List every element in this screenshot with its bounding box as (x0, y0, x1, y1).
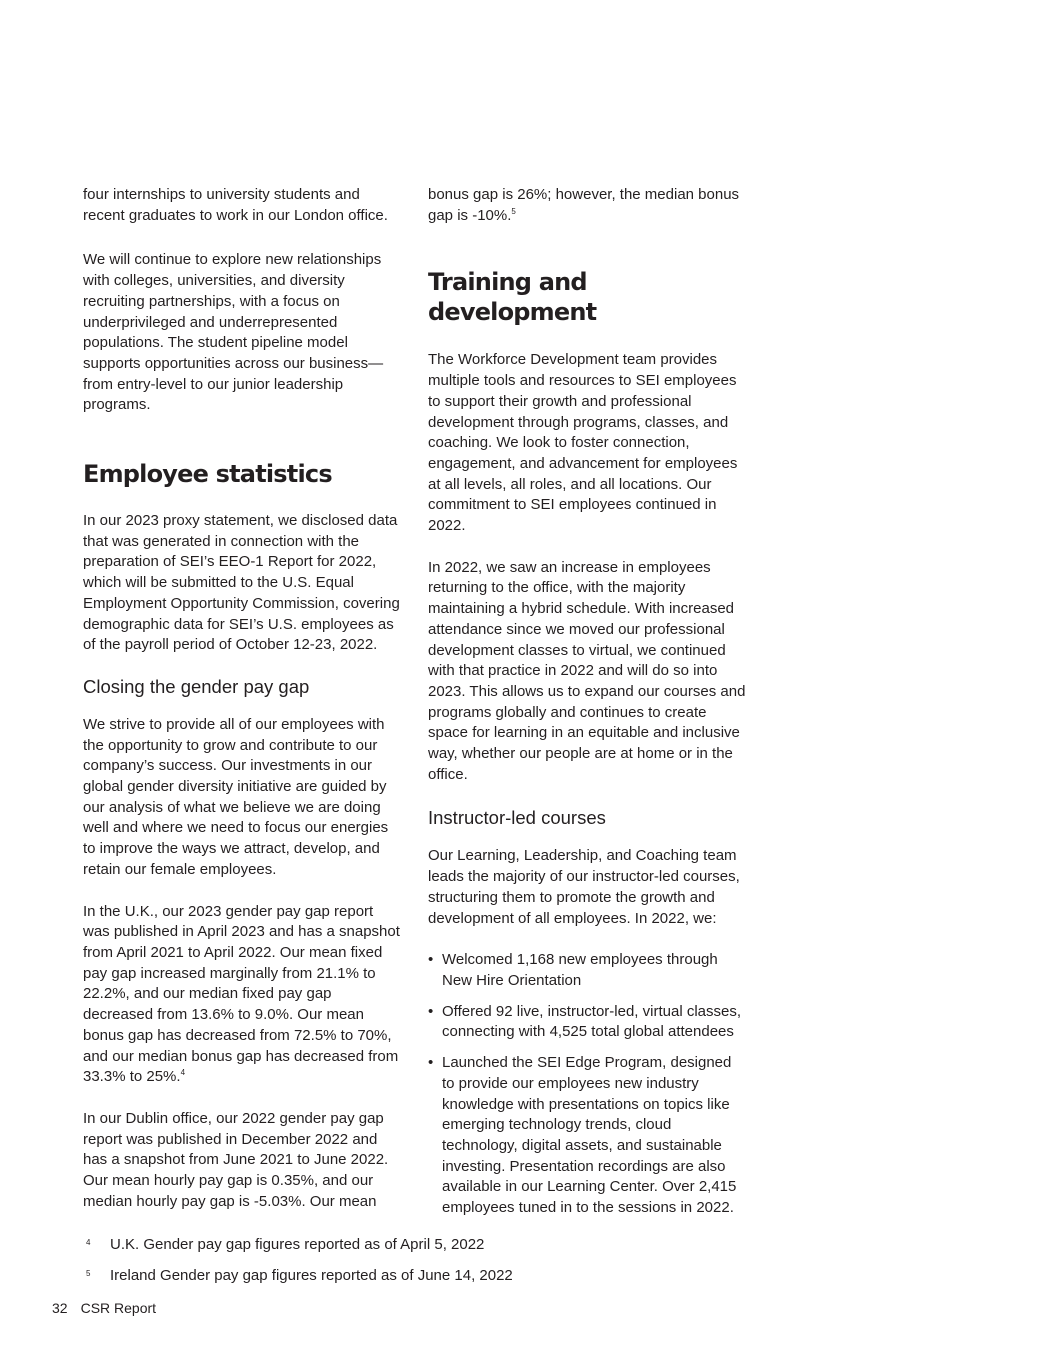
gender-pay-gap-paragraph-2 (83, 902, 401, 1088)
gender-pay-gap-paragraph-2-text: In the U.K., our 2023 gender pay gap report was published in April 2023 and has a snapshot from April 2021 to April 2022. Our mean fixed pay gap increased marginally from 21.1% to 22.2%, and our median fixed pay gap decreased from 13.6% to 9.0%. Our mean bonus gap has decreased from 72.5% to 70%, and our median bonus gap has decreased from 33.3% to 25%. (83, 902, 400, 1086)
bonus-gap-continued-paragraph (428, 185, 746, 226)
footnote-ref-4: 4 (180, 1068, 186, 1078)
employee-statistics-heading: Employee statistics (83, 460, 332, 489)
right-column (428, 185, 746, 1229)
footnotes (83, 1235, 513, 1297)
footnote-5 (83, 1266, 513, 1286)
footnote-ref-5: 5 (511, 206, 516, 216)
footnote-number: 5 (86, 1269, 91, 1278)
relationships-paragraph: We will continue to explore new relationships with colleges, universities, and diversity recruiting partnerships, with a focus on underprivileged and underrepresented populations. The student pipeline model supports opportunities across our business—from entry-level to our junior leadership programs. (83, 251, 384, 414)
list-item (428, 950, 746, 991)
bullet-icon: • (428, 1002, 434, 1020)
training-development-heading: Training and development (428, 268, 597, 327)
training-paragraph-2: In 2022, we saw an increase in employees returning to the office, with the majority maintaining a hybrid schedule. With increased attendance since we moved our professional development classes to virtual, we continued with that practice in 2022 and will do so into 2023. This allows us to expand our courses and programs globally and continues to create space for learning in an equitable and inclusive way, whether our people are at home or in the office. (428, 558, 746, 783)
gender-pay-gap-paragraph-1: We strive to provide all of our employees with the opportunity to grow and contribute to our company’s success. Our investments in our global gender diversity initiative are guided by our analysis of what we believe we are doing well and where we need to focus our energies to improve the ways we attract, develop, and retain our female employees. (83, 715, 389, 878)
list-item (428, 1002, 746, 1043)
bullet-icon: • (428, 1054, 434, 1072)
instructor-led-bullet-list (428, 950, 746, 1218)
list-item-text: Launched the SEI Edge Program, designed to provide our employees new industry knowledge with presentations on topics like emerging technology trends, cloud technology, digital assets, and sustainable investing. Presentation recordings are also available in our Learning Center. Over 2,415 employees tuned in to the sessions in 2022. (442, 1054, 737, 1217)
instructor-led-paragraph: Our Learning, Leadership, and Coaching team leads the majority of our instructor-led courses, structuring them to promote the growth and development of all employees. In 2022, we: (428, 847, 740, 927)
footnote-4 (83, 1235, 513, 1255)
bonus-gap-continued-text: bonus gap is 26%; however, the median bonus gap is -10%. (428, 186, 740, 224)
gender-pay-gap-heading: Closing the gender pay gap (83, 675, 310, 697)
footnote-text: U.K. Gender pay gap figures reported as of April 5, 2022 (110, 1236, 485, 1253)
list-item-text: Offered 92 live, instructor-led, virtual classes, connecting with 4,525 total global attendees (442, 1002, 742, 1041)
page-footer (52, 1299, 156, 1317)
page-number: 32 (52, 1300, 68, 1316)
report-title: CSR Report (80, 1300, 157, 1316)
instructor-led-heading: Instructor-led courses (428, 807, 606, 829)
left-column (83, 185, 401, 1212)
gender-pay-gap-paragraph-3: In our Dublin office, our 2022 gender pay gap report was published in December 2022 and has a snapshot from June 2021 to June 2022. Our mean hourly pay gap is 0.35%, and our median hourly pay gap is -5.03%. Our mean (83, 1109, 389, 1210)
footnote-number: 4 (86, 1238, 91, 1247)
training-paragraph-1: The Workforce Development team provides multiple tools and resources to SEI employees to support their growth and professional development through programs, classes, and coaching. We look to foster connection, engagement, and advancement for employees at all levels, all roles, and all locations. Our commitment to SEI employees continued in 2022. (428, 351, 738, 535)
footnote-text: Ireland Gender pay gap figures reported as of June 14, 2022 (110, 1267, 513, 1284)
employee-statistics-paragraph: In our 2023 proxy statement, we disclosed data that was generated in connection with the preparation of SEI’s EEO-1 Report for 2022, which will be submitted to the U.S. Equal Employment Opportunity Commission, covering demographic data for SEI’s U.S. employees as of the payroll period of October 12-23, 2022. (83, 512, 400, 654)
bullet-icon: • (428, 951, 434, 969)
list-item-text: Welcomed 1,168 new employees through New Hire Orientation (442, 951, 718, 989)
intro-continued-paragraph: four internships to university students and recent graduates to work in our London office. (83, 186, 388, 224)
list-item (428, 1053, 746, 1219)
